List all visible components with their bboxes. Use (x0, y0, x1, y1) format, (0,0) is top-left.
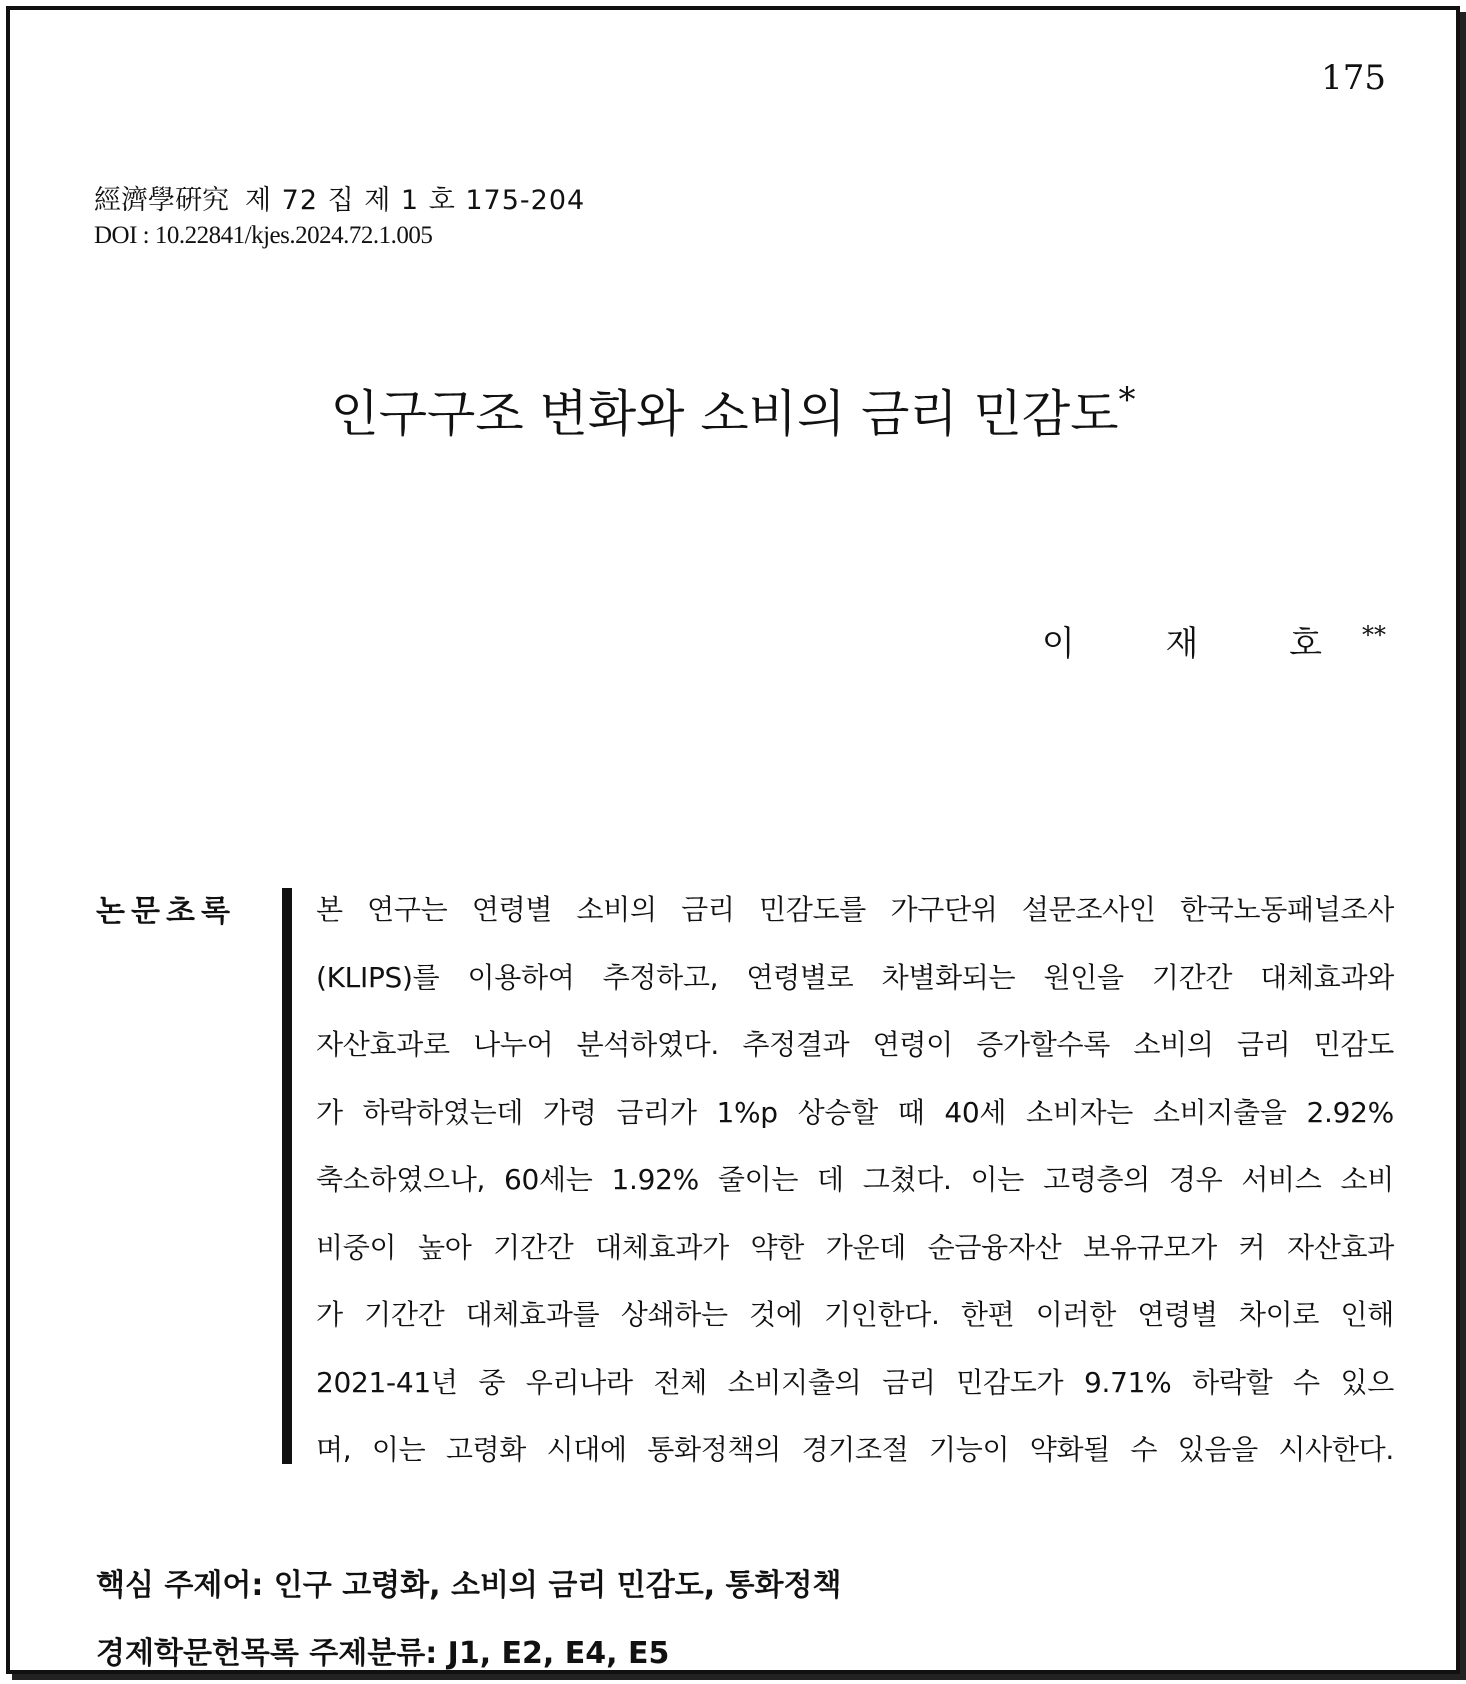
abstract-line: 며, 이는 고령화 시대에 통화정책의 경기조절 기능이 약화될 수 있음을 시사한다. (316, 1433, 1394, 1466)
abstract-label: 논문초록 (96, 894, 236, 929)
abstract-line: 가 기간간 대체효과를 상쇄하는 것에 기인한다. 한편 이러한 연령별 차이로 인해 (316, 1298, 1394, 1331)
abstract-divider-bar (282, 888, 292, 1464)
author-name: 이 재 호 (1041, 624, 1362, 664)
jel-classification: 경제학문헌목록 주제분류: J1, E2, E4, E5 (96, 1636, 670, 1671)
paper-title (10, 374, 1456, 446)
page-number: 175 (1321, 58, 1386, 98)
author-footnote-mark: ** (1362, 621, 1386, 649)
journal-volume-issue: 제 72 집 제 1 호 175-204 (245, 185, 586, 216)
abstract-line: 2021-41년 중 우리나라 전체 소비지출의 금리 민감도가 9.71% 하락할 수 있으 (316, 1365, 1394, 1399)
author (1042, 616, 1386, 665)
abstract-line: 본 연구는 연령별 소비의 금리 민감도를 가구단위 설문조사인 한국노동패널조사 (316, 893, 1394, 926)
page-frame (6, 6, 1460, 1674)
keywords: 핵심 주제어: 인구 고령화, 소비의 금리 민감도, 통화정책 (96, 1568, 842, 1603)
title-footnote-mark: * (1118, 380, 1136, 420)
doi[interactable]: DOI : 10.22841/kjes.2024.72.1.005 (94, 222, 433, 249)
journal-citation (94, 178, 585, 217)
abstract-line: 가 하락하였는데 가령 금리가 1%p 상승할 때 40세 소비자는 소비지출을 2.92% (316, 1095, 1394, 1129)
abstract-line: 자산효과로 나누어 분석하였다. 추정결과 연령이 증가할수록 소비의 금리 민감도 (316, 1028, 1394, 1061)
abstract-line: (KLIPS)를 이용하여 추정하고, 연령별로 차별화되는 원인을 기간간 대체효과와 (316, 960, 1394, 994)
abstract-line: 비중이 높아 기간간 대체효과가 약한 가운데 순금융자산 보유규모가 커 자산효과 (316, 1230, 1394, 1264)
abstract-body (316, 876, 1394, 1484)
paper-title-text: 인구구조 변화와 소비의 금리 민감도 (330, 385, 1119, 443)
abstract-line: 축소하였으나, 60세는 1.92% 줄이는 데 그쳤다. 이는 고령층의 경우 서비스 소비 (316, 1163, 1394, 1196)
journal-name: 經濟學硏究 (94, 185, 229, 216)
